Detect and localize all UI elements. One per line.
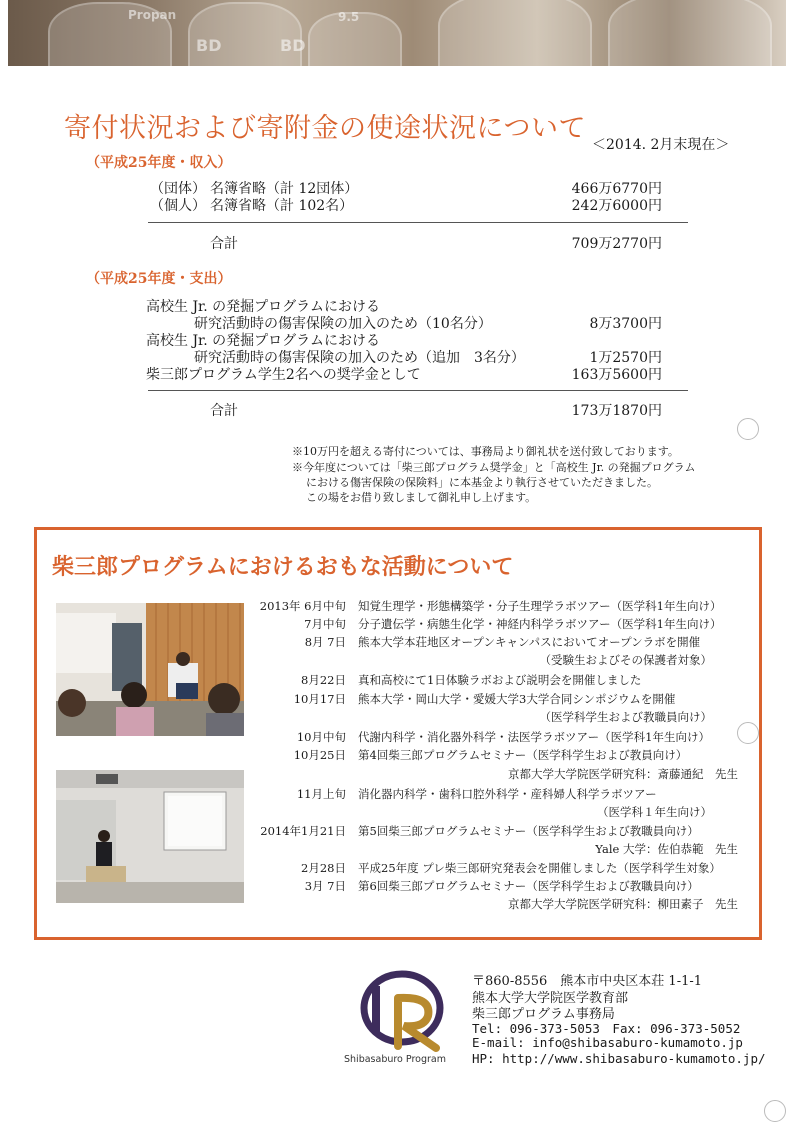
activity-date: 8月 7日 (304, 635, 346, 649)
activity-date: 7月中旬 (304, 617, 346, 631)
phone-fax: Tel: 096-373-5053 Fax: 096-373-5052 (472, 1021, 741, 1036)
dr-monogram-icon (358, 968, 466, 1052)
income-total-label: 合計 (210, 236, 238, 252)
activity-text: 第5回柴三郎プログラムセミナー（医学科学生および教職員向け） (358, 824, 699, 838)
binder-hole (764, 1100, 786, 1122)
activity-date: 10月中旬 (296, 730, 346, 744)
expense-item-2-line2: 研究活動時の傷害保険の加入のため（追加 3名分） (194, 350, 525, 366)
activity-text: 代謝内科学・消化器外科学・法医学ラボツアー（医学科1年生向け） (358, 730, 710, 744)
activity-subtext: （医学科学生および教職員向け） (539, 710, 712, 724)
activity-subtext: 京都大学大学院医学研究科：斎藤通紀 先生 (508, 767, 738, 781)
activity-text: 消化器内科学・歯科口腔外科学・産科婦人科学ラボツアー (358, 787, 657, 801)
expense-item-3-line1: 柴三郎プログラム学生2名への奨学金として (146, 367, 421, 383)
activity-text: 熊本大学本荘地区オープンキャンパスにおいてオープンラボを開催 (358, 635, 701, 649)
activity-photo-seminar (56, 770, 244, 903)
activity-text: 第4回柴三郎プログラムセミナー（医学科学生および教員向け） (358, 748, 688, 762)
activity-text: 第6回柴三郎プログラムセミナー（医学科学生および教職員向け） (358, 879, 699, 893)
activity-text: 分子遺伝学・病態生化学・神経内科学ラボツアー（医学科1年生向け） (358, 617, 722, 631)
expense-item-3-amount: 163万5600円 (571, 367, 662, 383)
activity-subtext: 京都大学大学院医学研究科：柳田素子 先生 (508, 897, 738, 911)
activity-subtext: （医学科１年生向け） (597, 805, 712, 819)
activity-text: 真和高校にて1日体験ラボおよび説明会を開催しました (358, 673, 642, 687)
income-divider (148, 222, 688, 223)
note-line-1: ※10万円を超える寄付については、事務局より御礼状を送付致しております。 (292, 445, 679, 458)
expense-item-1-line2: 研究活動時の傷害保険の加入のため（10名分） (194, 316, 492, 332)
note-line-2: ※今年度については「柴三郎プログラム奨学金」と「高校生 Jr. の発掘プログラム (292, 461, 696, 474)
income-amount-individual: 242万6000円 (571, 198, 662, 214)
income-type-group: （団体） (150, 181, 206, 197)
activity-date: 11月上旬 (296, 787, 346, 801)
note-line-4: この場をお借り致しまして御礼申し上げます。 (306, 491, 537, 504)
expense-heading: （平成25年度・支出） (86, 271, 232, 287)
logo-caption: Shibasaburo Program (344, 1054, 446, 1065)
office-name: 柴三郎プログラム事務局 (472, 1007, 615, 1022)
income-total: 709万2770円 (571, 236, 662, 252)
page-title: 寄付状況および寄附金の使途状況について (64, 113, 586, 144)
activity-date: 2013年 6月中旬 (259, 599, 346, 613)
income-heading: （平成25年度・収入） (86, 155, 232, 171)
expense-item-1-line1: 高校生 Jr. の発掘プログラムにおける (146, 299, 380, 315)
income-amount-group: 466万6770円 (571, 181, 662, 197)
activity-date: 8月22日 (301, 673, 346, 687)
expense-item-2-line1: 高校生 Jr. の発掘プログラムにおける (146, 333, 380, 349)
activity-text: 知覚生理学・形態構築学・分子生理学ラボツアー（医学科1年生向け） (358, 599, 722, 613)
binder-hole (737, 418, 759, 440)
income-desc-group: 名簿省略（計 12団体） (210, 181, 359, 197)
activity-subtext: （受験生およびその保護者対象） (539, 653, 712, 667)
activity-date: 3月 7日 (304, 879, 346, 893)
income-desc-individual: 名簿省略（計 102名） (210, 198, 354, 214)
expense-item-1-amount: 8万3700円 (589, 316, 662, 332)
shibasaburo-logo (344, 968, 466, 1068)
activity-text: 平成25年度 プレ柴三郎研究発表会を開催しました（医学科学生対象） (358, 861, 721, 875)
expense-total-label: 合計 (210, 403, 238, 419)
expense-item-2-amount: 1万2570円 (589, 350, 662, 366)
note-line-3: における傷害保険の保険料」に本基金より執行させていただきました。 (306, 476, 658, 489)
as-of-date: ＜2014. 2月末現在＞ (592, 137, 730, 153)
activity-subtext: Yale 大学：佐伯恭範 先生 (595, 842, 738, 856)
activity-date: 10月25日 (293, 748, 346, 762)
expense-total: 173万1870円 (571, 403, 662, 419)
activity-date: 2月28日 (301, 861, 346, 875)
org-name: 熊本大学大学院医学教育部 (472, 991, 629, 1006)
email-link[interactable]: E-mail: info@shibasaburo-kumamoto.jp (472, 1035, 743, 1050)
activity-date: 2014年1月21日 (260, 824, 346, 838)
income-type-individual: （個人） (150, 198, 206, 214)
homepage-link[interactable]: HP: http://www.shibasaburo-kumamoto.jp/ (472, 1051, 766, 1066)
activities-title: 柴三郎プログラムにおけるおもな活動について (52, 555, 514, 580)
activity-photo-lecture (56, 603, 244, 736)
header-banner-image: Propan BD BD 9.5 (8, 0, 786, 66)
expense-divider (148, 390, 688, 391)
postal-address: 〒860-8556 熊本市中央区本荘 1-1-1 (472, 974, 703, 989)
activity-text: 熊本大学・岡山大学・愛媛大学3大学合同シンポジウムを開催 (358, 692, 676, 706)
activity-date: 10月17日 (293, 692, 346, 706)
